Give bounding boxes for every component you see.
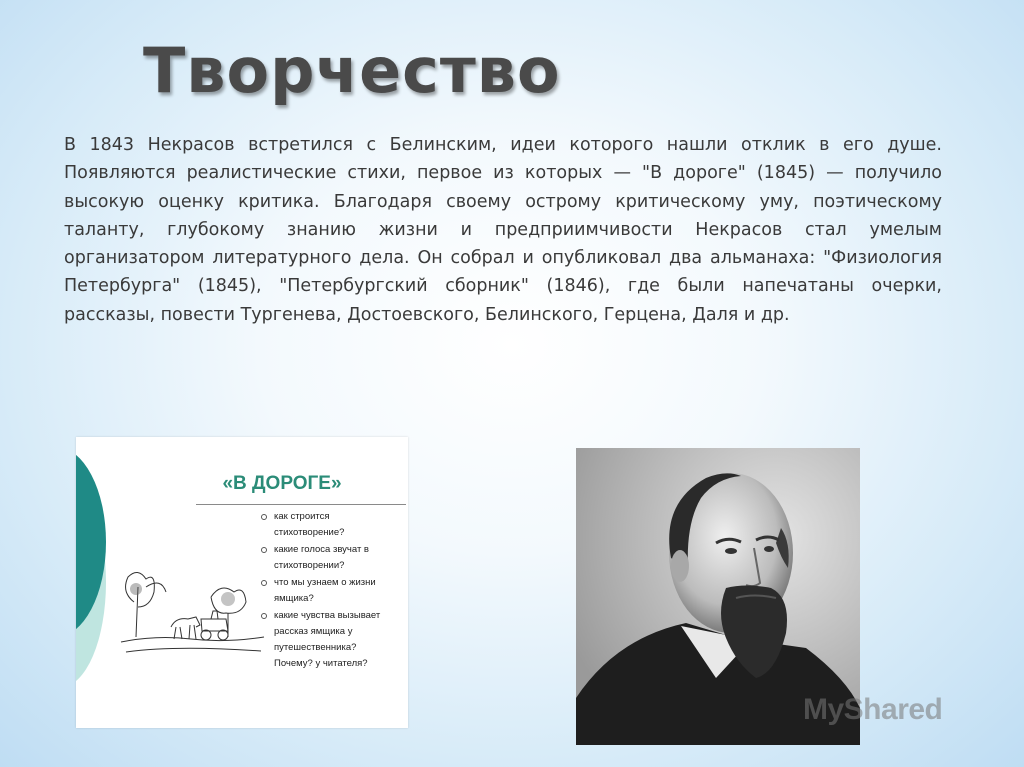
- watermark-text: MyShared: [803, 693, 943, 726]
- inset-divider: [196, 504, 406, 505]
- troika-sketch-illustration: [116, 547, 266, 667]
- inset-title: «В ДОРОГЕ»: [222, 473, 342, 494]
- list-item: как строится стихотворение?: [261, 509, 389, 541]
- list-item: какие голоса звучат в стихотворении?: [261, 542, 389, 574]
- slide-title: Творчество: [143, 34, 561, 107]
- list-item: что мы узнаем о жизни ямщика?: [261, 575, 384, 607]
- inset-slide-image: [76, 437, 408, 728]
- slide-body-text: В 1843 Некрасов встретился с Белинским, идеи которого нашли отклик в его душе. Появляются реалистические стихи, первое из которых — "В дороге" (1845) — получило высокую оценку критика. Благодаря своему острому критическому уму, поэтическому таланту, глубокому знанию жизни и предприимчивости Некрасов стал умелым организатором литературного дела. Он собрал и опубликовал два альманаха: "Физиология Петербурга" (1845), "Петербургский сборник" (1846), где были напечатаны очерки, рассказы, повести Тургенева, Достоевского, Белинского, Герцена, Даля и др.: [64, 135, 942, 325]
- list-item: какие чувства вызывает рассказ ямщика у путешественника? Почему? у читателя?: [261, 608, 394, 672]
- inset-question-list: [261, 509, 394, 673]
